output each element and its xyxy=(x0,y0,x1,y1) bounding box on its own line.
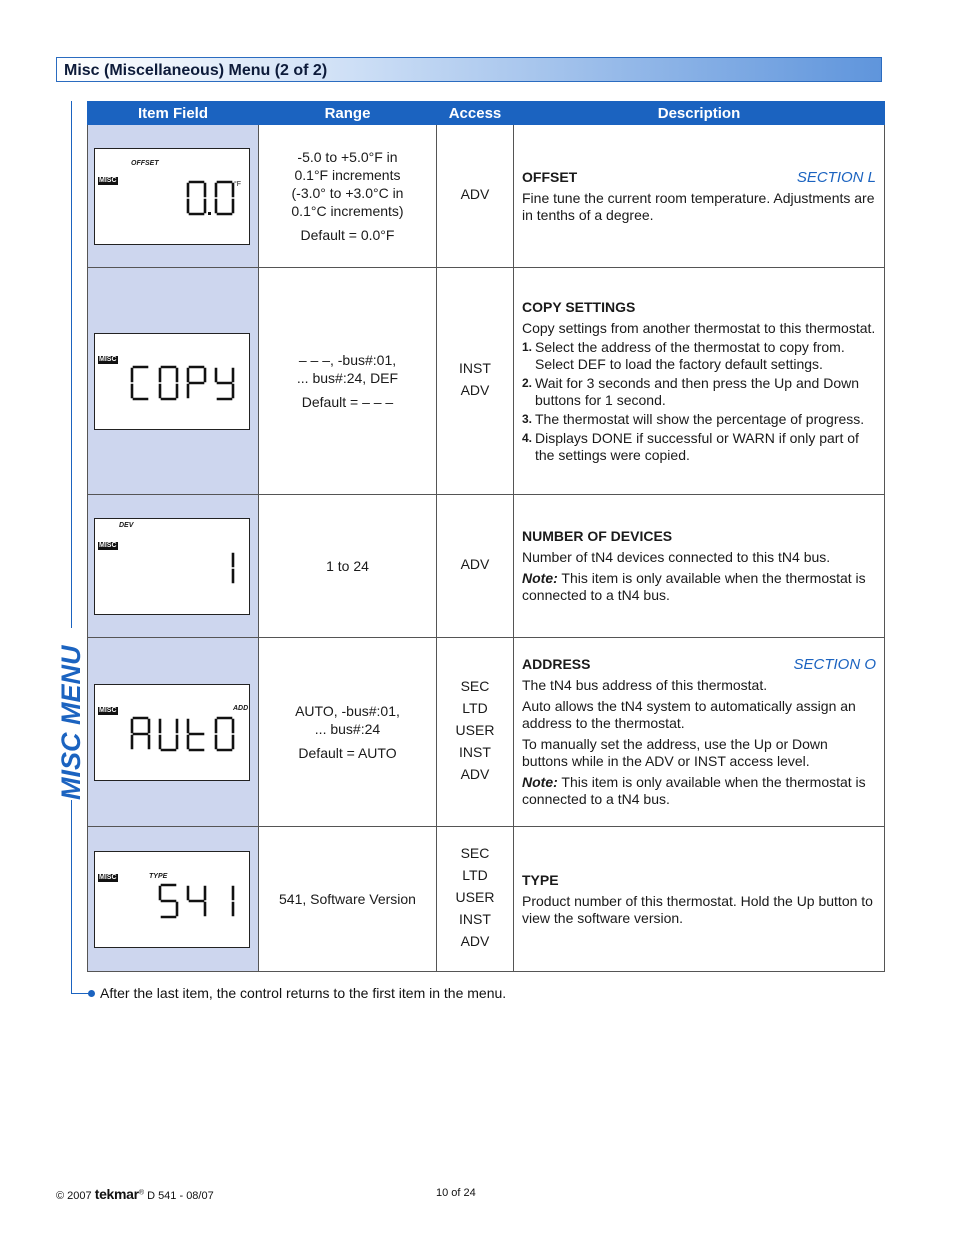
range-cell xyxy=(259,495,437,638)
description-text: Copy settings from another thermostat to this thermostat. xyxy=(522,319,876,336)
table-row xyxy=(88,827,885,972)
step-item xyxy=(522,430,876,464)
range-line: 1 to 24 xyxy=(326,558,369,574)
step-list xyxy=(522,339,876,464)
description-note xyxy=(522,570,876,604)
description-text: Product number of this thermostat. Hold the Up button to view the software version. xyxy=(522,892,873,926)
description-cell xyxy=(514,125,885,268)
access-level: ADV xyxy=(460,186,490,202)
lcd-digit-segments xyxy=(160,885,233,917)
range-line: 541, Software Version xyxy=(279,891,416,907)
range-default: Default = 0.0°F xyxy=(300,227,395,243)
description-text: Auto allows the tN4 system to automatically assign an address to the thermostat. xyxy=(522,698,856,731)
side-rule-bottom xyxy=(71,800,72,993)
section-title: Misc (Miscellaneous) Menu (2 of 2) xyxy=(64,62,328,79)
step-number: 2. xyxy=(522,375,533,390)
lcd-digits xyxy=(95,334,251,431)
description-cell xyxy=(514,495,885,638)
note-label: Note: xyxy=(522,774,558,790)
access-cell xyxy=(437,125,514,268)
item-title: NUMBER OF DEVICES xyxy=(522,528,673,544)
access-level: ADV xyxy=(460,382,490,398)
lcd-digits xyxy=(95,149,251,246)
lcd-misc-label: MISC xyxy=(99,176,117,184)
doc-number: D 541 - 08/07 xyxy=(147,1190,214,1202)
lcd-display xyxy=(94,518,250,615)
access-level: INST xyxy=(459,911,491,927)
registered-mark: ® xyxy=(138,1189,144,1197)
access-level: INST xyxy=(459,744,491,760)
access-level: ADV xyxy=(460,933,490,949)
range-cell xyxy=(259,268,437,495)
copyright: © 2007 xyxy=(56,1190,92,1202)
description-note xyxy=(522,774,876,808)
lcd-misc-label: MISC xyxy=(99,541,117,549)
range-cell xyxy=(259,125,437,268)
item-field-cell xyxy=(88,638,259,827)
section-reference: SECTION L xyxy=(796,168,876,186)
access-level: SEC xyxy=(460,678,490,694)
item-title: COPY SETTINGS xyxy=(522,298,636,315)
lcd-display xyxy=(94,148,250,245)
step-number: 1. xyxy=(522,339,533,354)
access-cell xyxy=(437,827,514,972)
item-title: TYPE xyxy=(522,871,559,888)
side-title-text: MISC MENU xyxy=(56,645,86,800)
step-text: Select the address of the thermostat to copy from. Select DEF to load the factory default settings. xyxy=(535,338,845,372)
lcd-misc-label: MISC xyxy=(99,706,117,714)
header-access: Access xyxy=(437,102,514,125)
access-level: INST xyxy=(459,360,491,376)
description-text: To manually set the address, use the Up or Down buttons while in the ADV or INST access level. xyxy=(522,736,828,769)
misc-menu-table xyxy=(87,101,885,972)
lcd-misc-label: MISC xyxy=(99,355,117,363)
header-item-field: Item Field xyxy=(88,102,259,125)
step-text: Wait for 3 seconds and then press the Up and Down buttons for 1 second. xyxy=(535,374,859,408)
section-title-bar xyxy=(56,57,882,82)
side-rule-top xyxy=(71,101,72,628)
step-item xyxy=(522,411,876,428)
access-level: ADV xyxy=(460,556,490,572)
table-row xyxy=(88,268,885,495)
header-range: Range xyxy=(259,102,437,125)
description-text: The tN4 bus address of this thermostat. xyxy=(522,677,768,693)
description-header xyxy=(522,656,876,673)
description-text: Fine tune the current room temperature. Adjustments are in tenths of a degree. xyxy=(522,189,875,223)
description-header xyxy=(522,872,876,889)
step-text: The thermostat will show the percentage of progress. xyxy=(535,410,865,427)
step-item xyxy=(522,375,876,409)
lcd-digit-segments xyxy=(132,718,233,750)
table-header-row xyxy=(88,102,885,125)
lcd-decimal-point xyxy=(208,212,211,215)
range-default: Default = – – – xyxy=(301,394,394,410)
lcd-digits xyxy=(95,685,251,782)
range-line: AUTO, -bus#:01, xyxy=(295,703,400,719)
lcd-display xyxy=(94,851,250,948)
table-row xyxy=(88,125,885,268)
lcd-digit-segments xyxy=(188,182,233,214)
description-cell xyxy=(514,827,885,972)
description-text: Number of tN4 devices connected to this tN4 bus. xyxy=(522,549,831,565)
access-level: USER xyxy=(455,889,495,905)
lcd-item-tag: DEV xyxy=(119,521,134,529)
step-item xyxy=(522,339,876,373)
access-level: USER xyxy=(455,722,495,738)
access-level: SEC xyxy=(460,845,490,861)
side-title xyxy=(51,628,91,803)
lcd-digit-segments xyxy=(132,367,233,399)
item-title: ADDRESS xyxy=(522,656,591,672)
header-description: Description xyxy=(514,102,885,125)
brand-logo: tekmar xyxy=(94,1186,139,1202)
bullet-dot xyxy=(88,990,95,997)
lcd-misc-label: MISC xyxy=(99,873,117,881)
lcd-item-tag: OFFSET xyxy=(131,159,159,167)
access-level: LTD xyxy=(462,867,488,883)
lcd-digits xyxy=(95,519,251,616)
access-cell xyxy=(437,495,514,638)
step-number: 4. xyxy=(522,430,533,445)
description-header xyxy=(522,299,876,316)
lcd-item-tag: TYPE xyxy=(149,872,168,880)
table-row xyxy=(88,495,885,638)
page-number: 10 of 24 xyxy=(436,1187,476,1199)
access-level: ADV xyxy=(460,766,490,782)
description-cell xyxy=(514,638,885,827)
range-default: Default = AUTO xyxy=(298,745,397,761)
item-field-cell xyxy=(88,125,259,268)
item-field-cell xyxy=(88,268,259,495)
range-cell xyxy=(259,827,437,972)
description-header xyxy=(522,528,876,545)
access-level: LTD xyxy=(462,700,488,716)
range-line: ... bus#:24, DEF xyxy=(296,370,399,386)
after-last-item-note: After the last item, the control returns to the first item in the menu. xyxy=(100,985,507,1001)
item-field-cell xyxy=(88,495,259,638)
description-header xyxy=(522,169,876,186)
step-text: Displays DONE if successful or WARN if only part of the settings were copied. xyxy=(535,429,859,463)
step-number: 3. xyxy=(522,411,533,426)
note-text: This item is only available when the thermostat is connected to a tN4 bus. xyxy=(522,570,866,603)
item-title: OFFSET xyxy=(522,168,578,185)
description-cell xyxy=(514,268,885,495)
range-line: 0.1°F increments xyxy=(294,167,401,183)
range-cell xyxy=(259,638,437,827)
lcd-digits xyxy=(95,852,251,949)
access-cell xyxy=(437,268,514,495)
lcd-item-tag: ADD xyxy=(233,704,249,712)
note-label: Note: xyxy=(522,570,558,586)
section-reference: SECTION O xyxy=(793,656,876,673)
range-line: 0.1°C increments) xyxy=(291,203,404,219)
lcd-display xyxy=(94,333,250,430)
range-line: ... bus#:24 xyxy=(314,721,381,737)
item-field-cell xyxy=(88,827,259,972)
range-line: -5.0 to +5.0°F in xyxy=(297,149,398,165)
range-line: (-3.0° to +3.0°C in xyxy=(291,185,404,201)
access-cell xyxy=(437,638,514,827)
note-text: This item is only available when the thermostat is connected to a tN4 bus. xyxy=(522,774,866,807)
footer-copyright xyxy=(56,1186,214,1202)
range-line: – – –, -bus#:01, xyxy=(298,352,397,368)
table-row xyxy=(88,638,885,827)
lcd-display xyxy=(94,684,250,781)
lcd-unit: °F xyxy=(234,180,242,188)
